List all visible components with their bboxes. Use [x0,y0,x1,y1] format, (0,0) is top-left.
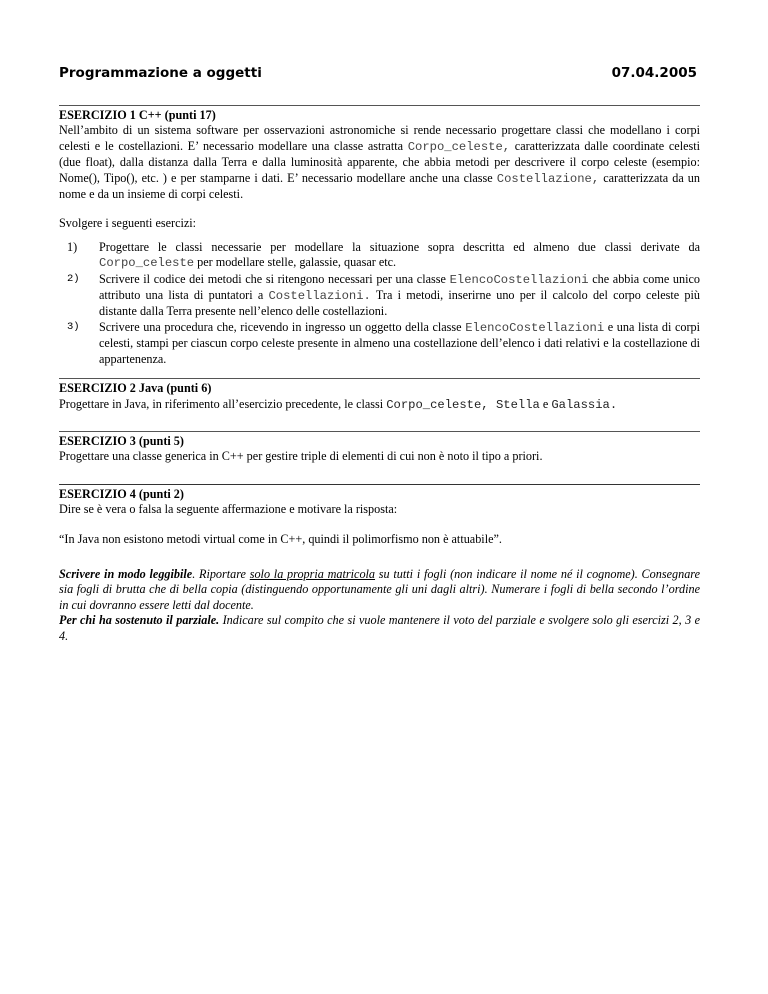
divider [59,431,700,432]
list-item: 3) Scrivere una procedura che, ricevendo in ingresso un oggetto della classe ElencoCostellazioni e una lista di corpi celesti, stampi per ciascun corpo celeste presente in almeno una costellazione dell’elenco i dati relativi e la costellazione di appartenenza. [67,319,701,366]
note-bold-legible: Scrivere in modo leggibile [59,566,193,581]
exercise-1-intro: Svolgere i seguenti esercizi: [59,216,197,231]
exam-page [59,64,700,644]
exercise-2 [59,381,700,413]
code-costellazioni: Costellazioni. [268,289,371,304]
header [59,64,700,82]
note-bold-partial: Per chi ha sostenuto il parziale. [59,613,220,628]
code-elenco-costellazioni: ElencoCostellazioni [465,320,605,335]
exercise-1 [59,108,700,367]
exercise-4-text: Dire se è vera o falsa la seguente affermazione e motivare la risposta: [59,502,398,517]
note-underlined-matricola: solo la propria matricola [249,566,376,581]
exercise-1-description: Nell’ambito di un sistema software per osservazioni astronomiche si rende necessario progettare classi che modellano i corpi celesti e le costellazioni. E’ necessario modellare una classe astratta Corpo_celeste, caratterizzata dalle coordinate celesti (due float), dalla distanza dalla Terra e dalla luminosità apparente, che abbia metodi per descrivere il corpo celeste (esempio: Nome(), Tipo(), etc. ) e per stamparne i dati. E’ necessario modellare anche una classe Costellazione, caratterizzata da un nome e da un insieme di corpi celesti. [59,123,700,202]
exercise-1-title: ESERCIZIO 1 C++ (punti 17) [59,108,216,122]
exercise-4-quote: “In Java non esistono metodi virtual come in C++, quindi il polimorfismo non è attuabile”. [59,531,502,546]
code-costellazione: Costellazione, [496,171,600,186]
divider [59,378,700,379]
task-list [59,240,700,367]
exercise-2-text: Progettare in Java, in riferimento all’esercizio precedente, le classi Corpo_celeste, Stella e Galassia. [59,396,618,412]
divider [59,484,700,485]
exercise-2-title: ESERCIZIO 2 Java (punti 6) [59,381,212,396]
exercise-4-title: ESERCIZIO 4 (punti 2) [59,486,184,501]
exercise-3-title: ESERCIZIO 3 (punti 5) [59,433,184,448]
code-elenco-costellazioni: ElencoCostellazioni [449,272,589,287]
code-corpo-celeste: Corpo_celeste [99,256,195,271]
item-number: 1) [67,239,78,254]
code-classes: Corpo_celeste, Stella [386,397,540,412]
exercise-4 [59,487,700,547]
code-corpo-celeste: Corpo_celeste, [407,139,511,154]
exercise-3 [59,434,700,465]
list-item: 1) Progettare le classi necessarie per modellare la situazione sopra descritta ed almeno due classi derivate da Corpo_celeste per modellare stelle, galassie, quasar etc. [67,239,700,271]
exam-date: 07.04.2005 [611,65,697,81]
code-galassia: Galassia. [551,397,618,412]
item-number: 3) [67,320,80,333]
instructions-notes: Scrivere in modo leggibile. Riportare solo la propria matricola su tutti i fogli (non indicare il nome né il cognome). Consegnare sia fogli di brutta che di bella copia (distinguendo opportunamente gli uni dagli altri). Numerare i fogli di bella secondo l’ordine in cui dovranno essere letti dal docente. Per chi ha sostenuto il parziale. Indicare sul compito che si vuole mantenere il voto del parziale e svolgere solo gli esercizi 2, 3 e 4. [59,566,700,643]
course-title: Programmazione a oggetti [59,65,262,81]
exercise-3-text: Progettare una classe generica in C++ per gestire triple di elementi di cui non è noto il tipo a priori. [59,449,543,464]
item-number: 2) [67,272,80,285]
list-item: 2) Scrivere il codice dei metodi che si ritengono necessari per una classe ElencoCostellazioni che abbia come unico attributo una lista di puntatori a Costellazioni. Tra i metodi, inserirne uno per il calcolo del corpo celeste più distante dalla Terra presente nell’elenco delle costellazioni. [67,271,701,319]
divider [59,105,700,106]
